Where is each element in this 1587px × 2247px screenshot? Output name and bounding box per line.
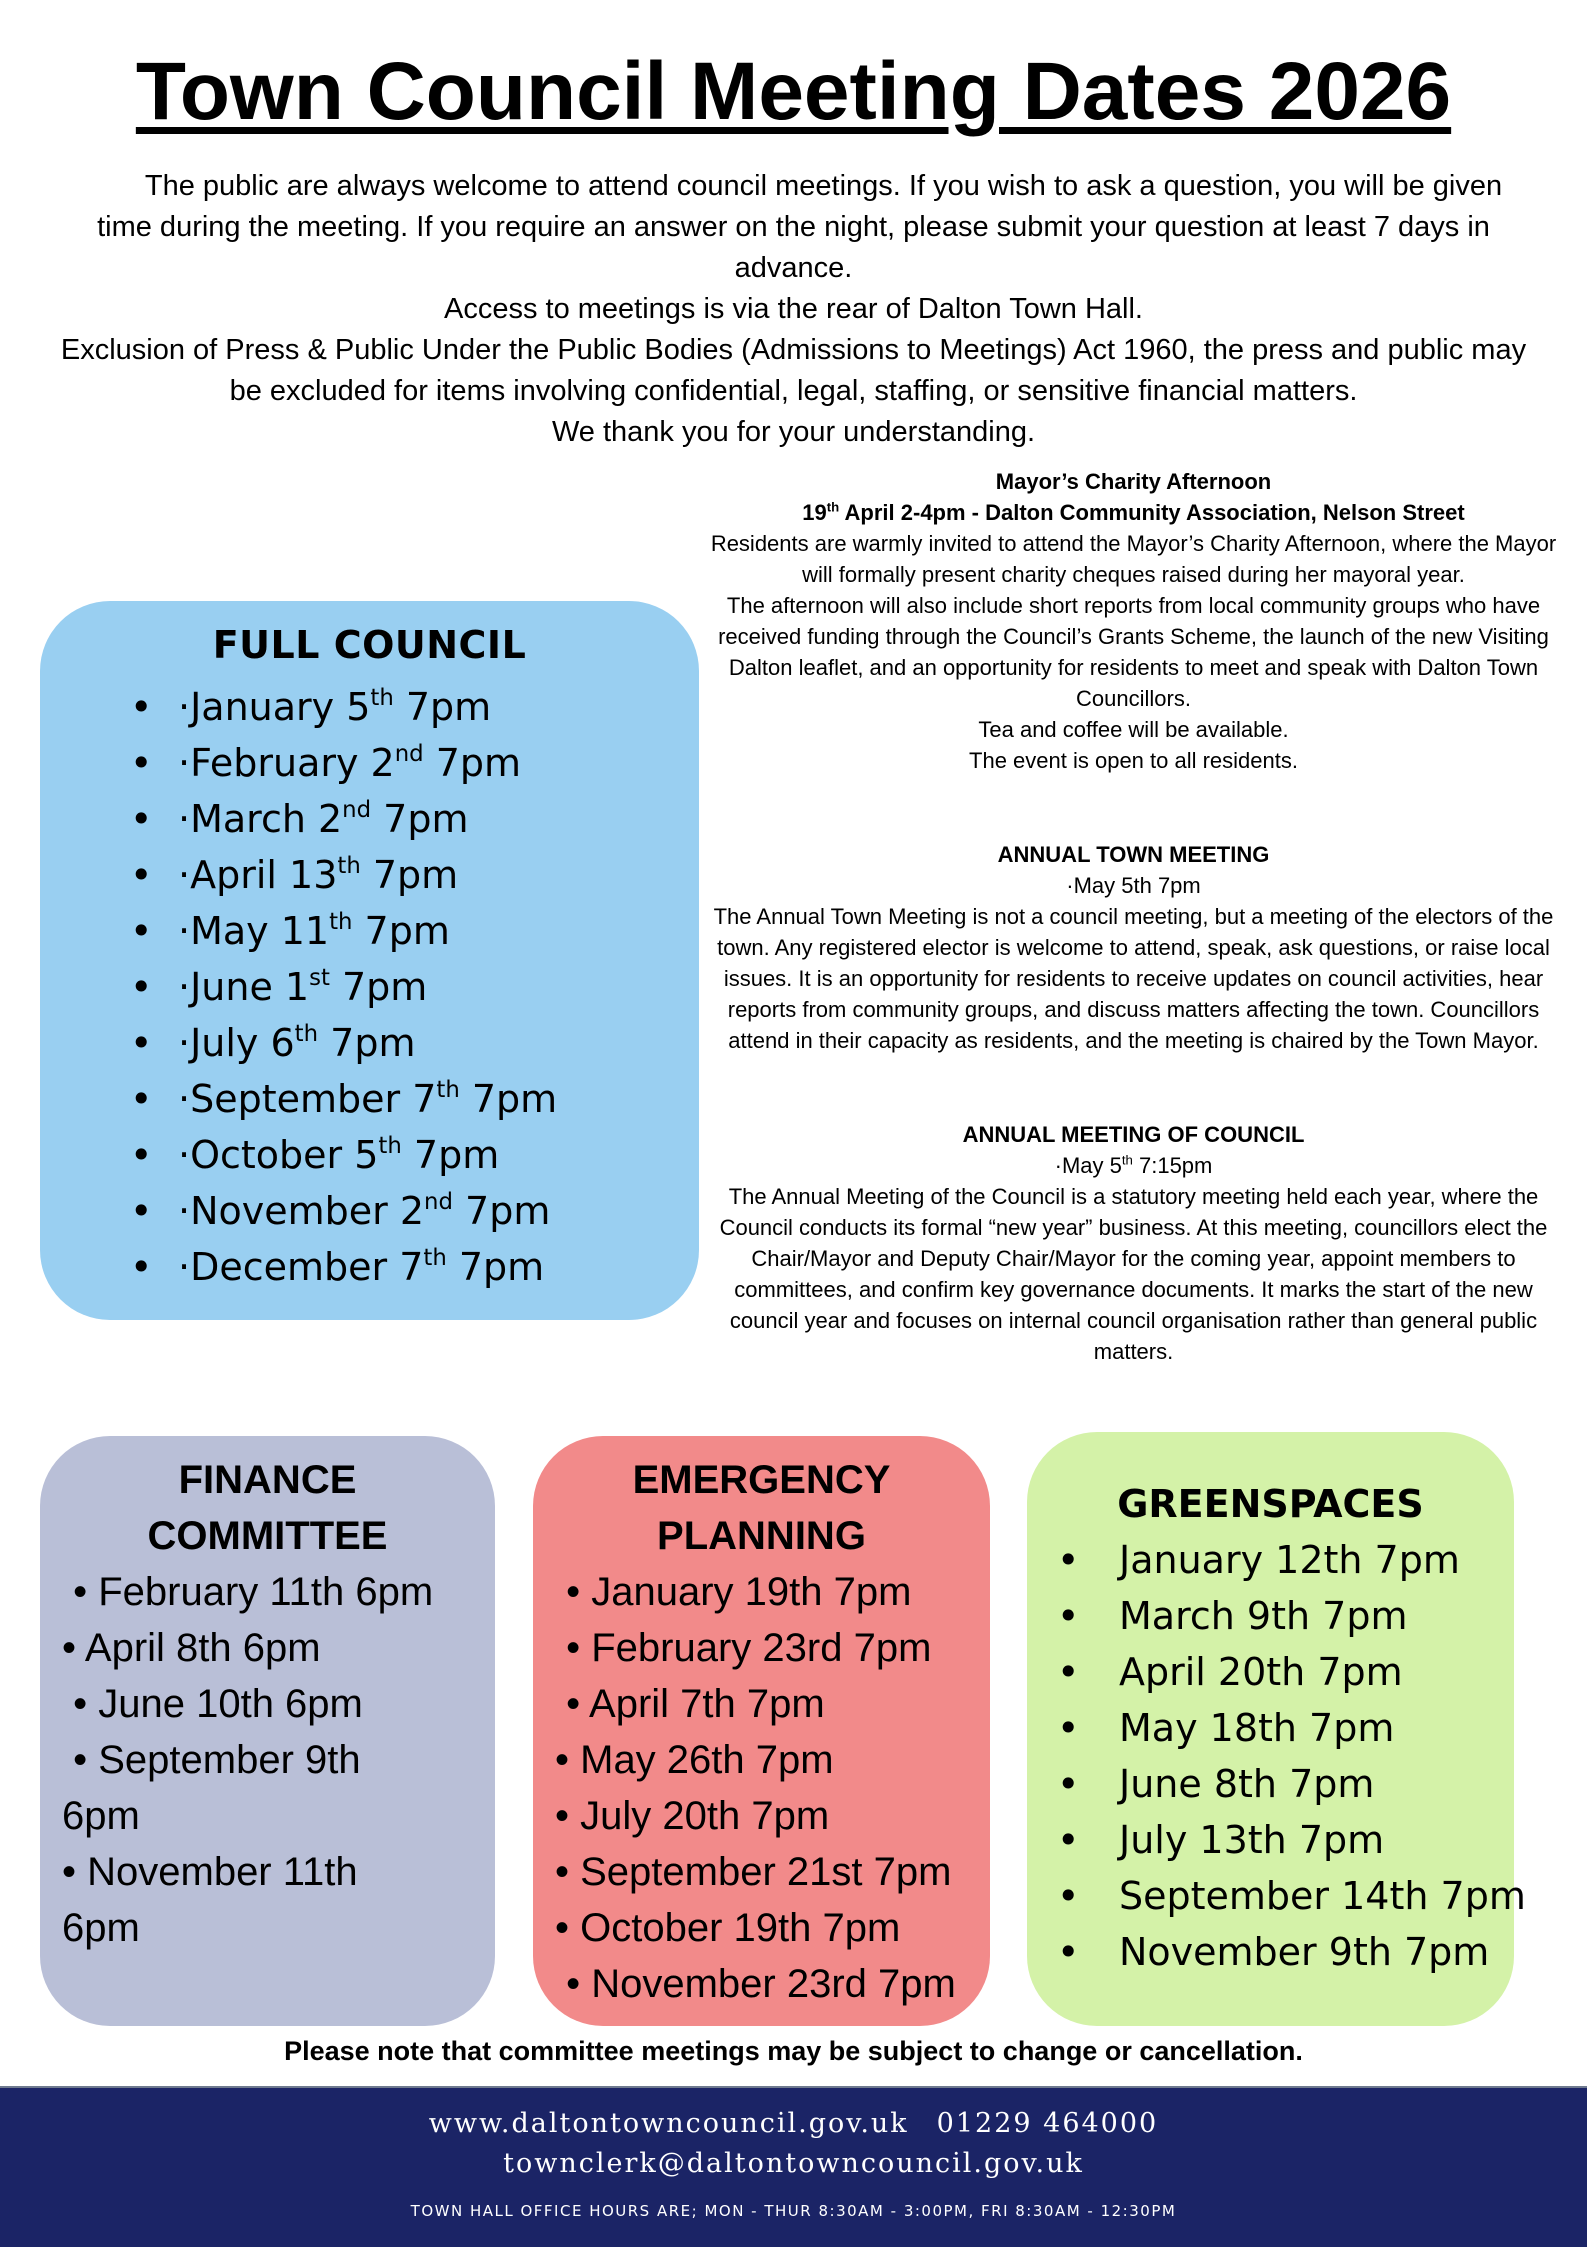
date-item: • November 9th 7pm	[1057, 1924, 1514, 1980]
date-item	[130, 1127, 557, 1183]
date-item	[130, 903, 557, 959]
event-time-venue: April 2-4pm - Dalton Community Association, Nelson Street	[839, 500, 1465, 525]
date-time: 7pm	[360, 853, 459, 897]
event-title: ANNUAL TOWN MEETING	[997, 842, 1270, 867]
page-title-text: Town Council Meeting Dates 2026	[135, 46, 1452, 137]
ordinal-suffix: th	[423, 1245, 447, 1272]
date-day: ·October 5	[178, 1133, 379, 1177]
date-item: • September 21st 7pm	[555, 1850, 952, 1894]
full-council-card	[40, 601, 699, 1320]
change-notice: Please note that committee meetings may be subject to change or cancellation.	[284, 2036, 1303, 2066]
date-time: 7pm	[371, 797, 469, 841]
date-day: ·June 1	[178, 965, 310, 1009]
intro-paragraph-exclusion: Exclusion of Press & Public Under the Public Bodies (Admissions to Meetings) Act 1960, the press and public may be excluded for items involving confidential, legal, staffing, or sensitive financial matters.	[60, 334, 1527, 407]
event-date-location	[710, 497, 1557, 528]
card-title-line: PLANNING	[657, 1514, 866, 1558]
ordinal-suffix: th	[294, 1021, 319, 1048]
date-item: • February 23rd 7pm	[555, 1626, 932, 1670]
date-day: ·November 2	[178, 1189, 425, 1233]
ordinal-suffix: th	[337, 853, 361, 880]
date-item: • March 9th 7pm	[1057, 1588, 1514, 1644]
emergency-dates	[533, 1564, 990, 2012]
card-title-line: EMERGENCY	[632, 1458, 891, 1502]
date-item: • May 18th 7pm	[1057, 1700, 1514, 1756]
phone-number[interactable]: 01229 464000	[936, 2108, 1159, 2139]
ordinal-suffix: th	[436, 1077, 460, 1104]
date-time: 7pm	[423, 741, 522, 785]
event-date	[710, 1150, 1557, 1181]
date-item	[130, 791, 557, 847]
intro-paragraph-access: Access to meetings is via the rear of Dalton Town Hall.	[443, 293, 1143, 325]
date-item: • September 9th 6pm	[62, 1738, 372, 1838]
date-time: 7pm	[352, 909, 450, 953]
date-item: • June 8th 7pm	[1057, 1756, 1514, 1812]
date-item: • February 11th 6pm	[62, 1570, 434, 1614]
date-item: • May 26th 7pm	[555, 1738, 834, 1782]
greenspaces-dates	[1027, 1532, 1526, 1980]
date-time: 7pm	[446, 1245, 545, 1289]
event-body: The Annual Town Meeting is not a council meeting, but a meeting of the electors of the town. Any registered elector is welcome to attend, speak, ask questions, or raise local issues. It is an opportunity for residents to receive updates on council activities, hear reports from community groups, and discuss matters affecting the town. Councillors attend in their capacity as residents, and the meeting is chaired by the Town Mayor.	[713, 904, 1554, 1053]
ordinal-suffix: th	[1121, 1152, 1133, 1168]
date-item: • April 20th 7pm	[1057, 1644, 1514, 1700]
date-item: • April 7th 7pm	[555, 1682, 825, 1726]
date-day: ·February 2	[178, 741, 395, 785]
date-day: ·April 13	[178, 853, 338, 897]
card-title	[40, 1452, 495, 1564]
card-title-line: FINANCE	[178, 1458, 357, 1502]
full-council-dates	[130, 679, 557, 1295]
office-hours: TOWN HALL OFFICE HOURS ARE; MON - THUR 8:30AM - 3:00PM, FRI 8:30AM - 12:30PM	[410, 2202, 1177, 2220]
ordinal-suffix: th	[329, 909, 353, 936]
date-item	[130, 847, 557, 903]
date-item	[130, 1071, 557, 1127]
finance-dates	[40, 1564, 495, 1956]
event-body: Residents are warmly invited to attend the Mayor’s Charity Afternoon, where the Mayor will formally present charity cheques raised during her mayoral year.	[710, 531, 1557, 587]
date-day: ·September 7	[178, 1077, 437, 1121]
ordinal-suffix: th	[370, 685, 394, 712]
date-day: ·January 5	[178, 685, 371, 729]
date-item	[130, 679, 557, 735]
card-title	[533, 1452, 990, 1564]
date-item: • November 11th 6pm	[62, 1850, 369, 1950]
event-annual-meeting-of-council	[710, 1119, 1557, 1367]
card-title: GREENSPACES	[1117, 1482, 1424, 1526]
card-title-line: COMMITTEE	[147, 1514, 388, 1558]
date-item	[130, 959, 557, 1015]
date-time: 7pm	[459, 1077, 558, 1121]
date-day: ·July 6	[178, 1021, 295, 1065]
date-item	[130, 1015, 557, 1071]
intro-paragraph-thanks: We thank you for your understanding.	[551, 416, 1036, 448]
events-column	[710, 466, 1557, 1430]
date-time: 7pm	[393, 685, 492, 729]
date-item: • April 8th 6pm	[62, 1626, 321, 1670]
event-body: Tea and coffee will be available.	[978, 717, 1289, 742]
event-body: The event is open to all residents.	[969, 748, 1298, 773]
ordinal-suffix: th	[378, 1133, 402, 1160]
date-time: 7pm	[329, 965, 428, 1009]
footer-contact-bar	[0, 2086, 1587, 2247]
ordinal-suffix: st	[309, 965, 330, 992]
date-item	[130, 1183, 557, 1239]
emergency-planning-card	[533, 1436, 990, 2026]
ordinal-suffix: nd	[424, 1189, 453, 1216]
event-charity-afternoon	[710, 466, 1557, 776]
date-item: • January 19th 7pm	[555, 1570, 912, 1614]
website-link[interactable]: www.daltontowncouncil.gov.uk	[428, 2108, 909, 2139]
date-item: • January 12th 7pm	[1057, 1532, 1514, 1588]
event-date-time: 7:15pm	[1132, 1153, 1213, 1178]
date-day: ·December 7	[178, 1245, 424, 1289]
date-item: • October 19th 7pm	[555, 1906, 901, 1950]
date-time: 7pm	[452, 1189, 551, 1233]
event-title: Mayor’s Charity Afternoon	[995, 469, 1272, 494]
date-item: • July 20th 7pm	[555, 1794, 830, 1838]
intro-paragraph-public: The public are always welcome to attend council meetings. If you wish to ask a question, you will be given time during the meeting. If you require an answer on the night, please submit your question at least 7 days in advance.	[97, 170, 1503, 284]
card-title: FULL COUNCIL	[212, 623, 527, 667]
event-day: 19	[802, 500, 827, 525]
footer-contact-line	[0, 2104, 1587, 2144]
date-time: 7pm	[401, 1133, 500, 1177]
date-time: 7pm	[318, 1021, 416, 1065]
finance-committee-card	[40, 1436, 495, 2026]
intro-notice	[60, 166, 1527, 453]
date-item: • June 10th 6pm	[62, 1682, 363, 1726]
ordinal-suffix: th	[826, 499, 840, 515]
event-date-day: ·May 5	[1054, 1153, 1122, 1178]
ordinal-suffix: nd	[394, 741, 424, 768]
event-annual-town-meeting	[710, 839, 1557, 1056]
ordinal-suffix: nd	[342, 797, 372, 824]
date-item: • September 14th 7pm	[1057, 1868, 1514, 1924]
event-title: ANNUAL MEETING OF COUNCIL	[962, 1122, 1305, 1147]
email-link[interactable]: townclerk@daltontowncouncil.gov.uk	[503, 2148, 1084, 2179]
date-item: • July 13th 7pm	[1057, 1812, 1514, 1868]
date-day: ·May 11	[178, 909, 330, 953]
date-day: ·March 2	[178, 797, 343, 841]
date-item	[130, 735, 557, 791]
event-body: The afternoon will also include short reports from local community groups who have received funding through the Council’s Grants Scheme, the launch of the new Visiting Dalton leaflet, and an opportunity for residents to meet and speak with Dalton Town Councillors.	[718, 593, 1549, 711]
date-item	[130, 1239, 557, 1295]
page-title	[0, 42, 1587, 142]
date-item: • November 23rd 7pm	[555, 1962, 956, 2006]
greenspaces-card	[1027, 1432, 1526, 2026]
event-body: The Annual Meeting of the Council is a statutory meeting held each year, where the Council conducts its formal “new year” business. At this meeting, councillors elect the Chair/Mayor and Deputy Chair/Mayor for the coming year, appoint members to committees, and confirm key governance documents. It marks the start of the new council year and focuses on internal council organisation rather than general public matters.	[719, 1184, 1548, 1364]
event-date: ·May 5th 7pm	[1066, 873, 1201, 898]
